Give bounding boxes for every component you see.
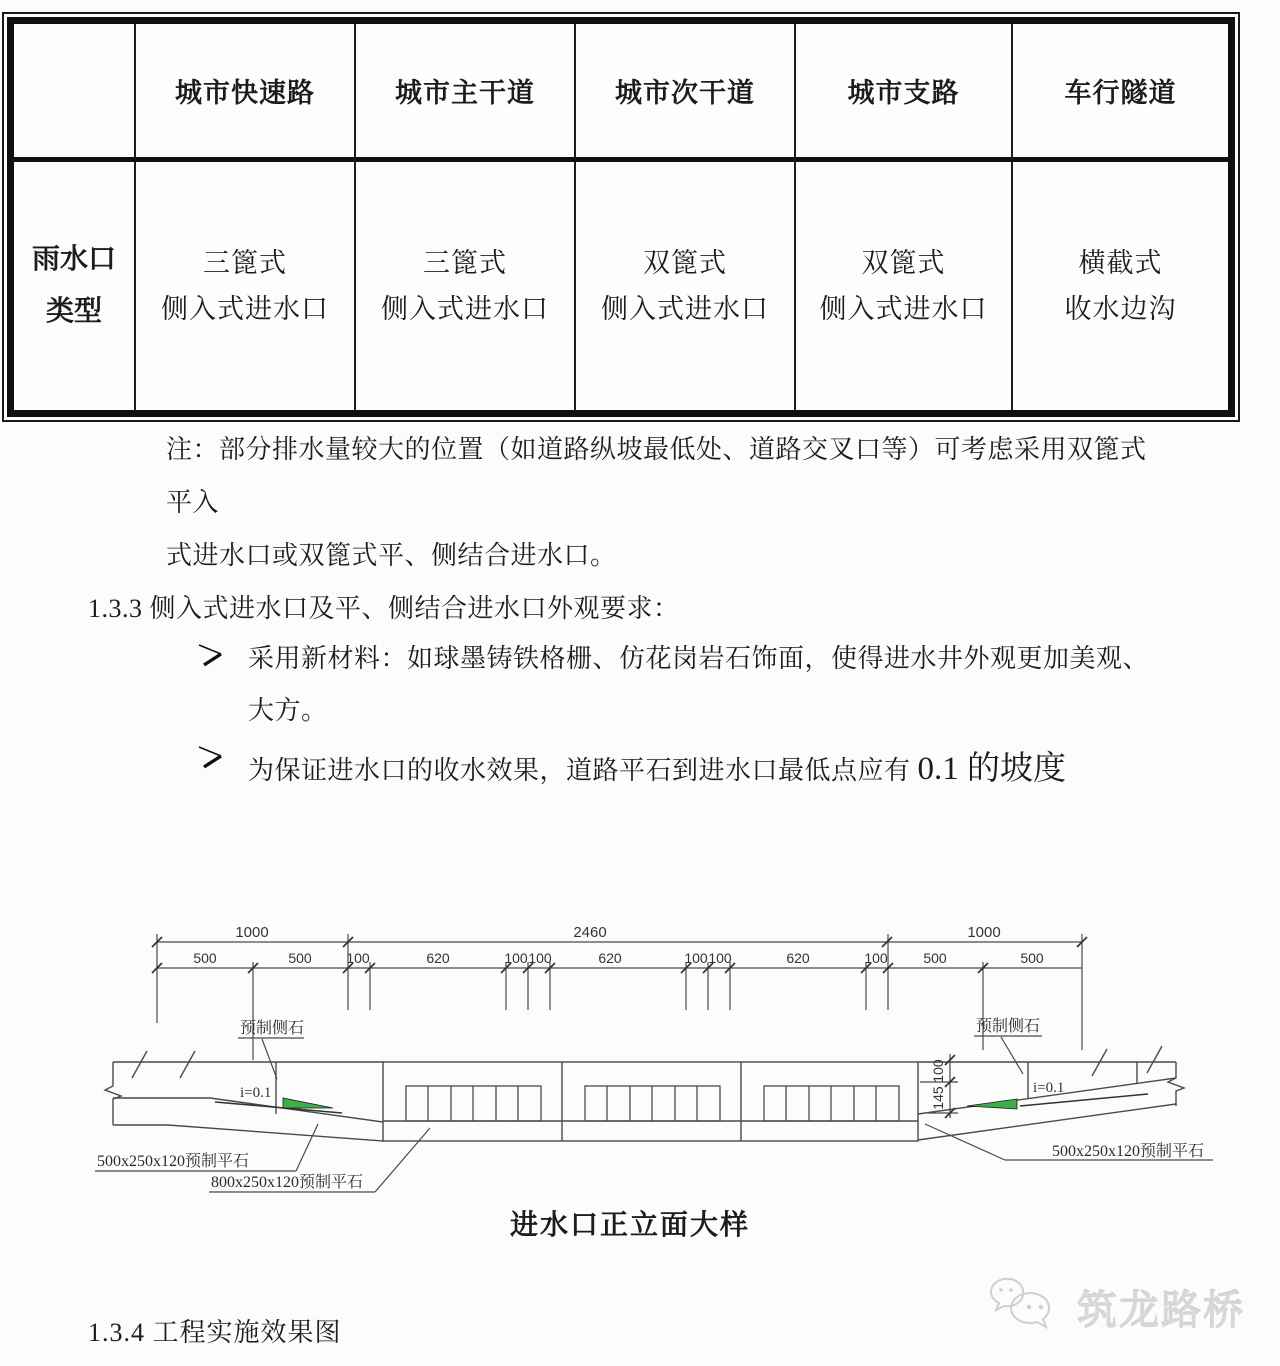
- svg-text:100: 100: [504, 950, 528, 966]
- watermark: [985, 1278, 1245, 1336]
- svg-text:100: 100: [930, 1059, 946, 1083]
- svg-text:100: 100: [708, 950, 732, 966]
- cell-line: 三篦式: [203, 248, 287, 278]
- inlet-block: [383, 1062, 918, 1141]
- col-header-main-road: [354, 24, 574, 162]
- svg-text:100: 100: [864, 950, 888, 966]
- slope-arrow-icon: [283, 1098, 333, 1108]
- svg-text:1000: 1000: [967, 924, 1001, 941]
- svg-text:500x250x120预制平石: 500x250x120预制平石: [1052, 1143, 1205, 1160]
- section-1-3-4-heading: 1.3.4 工程实施效果图: [88, 1318, 342, 1347]
- table-corner-cell: [14, 24, 134, 162]
- col-header-label: 城市主干道: [395, 78, 535, 108]
- watermark-text: 筑龙路桥: [1077, 1287, 1245, 1333]
- col-header-label: 城市次干道: [615, 78, 755, 108]
- vertical-dimension-labels: [930, 1059, 946, 1110]
- svg-text:500: 500: [193, 950, 217, 966]
- slope-label: i=0.1: [1033, 1080, 1065, 1096]
- dimension-labels-row2: [193, 950, 1044, 966]
- col-header-expressway: [134, 24, 354, 162]
- cell-line: 侧入式进水口: [601, 294, 769, 324]
- right-slope-indicator: [967, 1080, 1148, 1109]
- bullet-1-line-2: 大方。: [248, 696, 328, 725]
- table-inner-frame: [7, 17, 1235, 417]
- arrow-bullet-icon: [196, 742, 224, 770]
- svg-text:预制侧石: 预制侧石: [976, 1018, 1041, 1035]
- cell-line: 三篦式: [423, 248, 507, 278]
- col-header-tunnel: [1011, 24, 1228, 162]
- curb-stone-label-left: [238, 1019, 304, 1079]
- arrow-bullet-icon: [196, 640, 224, 668]
- curb-stone-label-right: [974, 1017, 1042, 1074]
- svg-text:145: 145: [930, 1086, 946, 1110]
- bullet-2-text: [248, 742, 1066, 789]
- bullet-2-normal: 为保证进水口的收水效果，道路平石到进水口最低点应有: [248, 756, 918, 785]
- flat-stone-label-left: [95, 1124, 318, 1171]
- bullet-2-emphasis: 0.1 的坡度: [917, 751, 1067, 787]
- note-line-1: 注：部分排水量较大的位置（如道路纵坡最低处、道路交叉口等）可考虑采用双篦式: [166, 435, 1147, 464]
- slope-label: i=0.1: [240, 1085, 272, 1101]
- col-header-secondary-road: [574, 24, 794, 162]
- svg-text:1000: 1000: [235, 924, 269, 941]
- dimension-labels-row1: [235, 924, 1000, 941]
- cell-line: 收水边沟: [1064, 294, 1177, 324]
- svg-text:500x250x120预制平石: 500x250x120预制平石: [97, 1153, 250, 1170]
- table-cell: [354, 162, 574, 410]
- svg-text:预制侧石: 预制侧石: [240, 1020, 305, 1037]
- cell-line: 双篦式: [861, 248, 946, 278]
- bullet-1-line-1: 采用新材料：如球墨铸铁格栅、仿花岗岩石饰面，使得进水井外观更加美观、: [248, 644, 1150, 673]
- wechat-bubbles-icon: [985, 1278, 1077, 1336]
- row-header-inlet-type: [14, 162, 134, 410]
- table-cell: [574, 162, 794, 410]
- elevation-drawing: [0, 920, 1280, 1220]
- col-header-label: 车行隧道: [1064, 78, 1177, 108]
- svg-text:620: 620: [786, 950, 810, 966]
- svg-text:100: 100: [684, 950, 708, 966]
- left-slope-indicator: [215, 1085, 342, 1113]
- svg-text:100: 100: [528, 950, 552, 966]
- col-header-branch-road: [794, 24, 1011, 162]
- drawing-caption: 进水口正立面大样: [509, 1210, 750, 1241]
- svg-text:800x250x120预制平石: 800x250x120预制平石: [211, 1174, 364, 1191]
- svg-text:620: 620: [426, 950, 450, 966]
- cell-line: 双篦式: [643, 248, 727, 278]
- flat-stone-label-right: [925, 1124, 1213, 1160]
- table-cell: [794, 162, 1011, 410]
- table-cell: [1011, 162, 1228, 410]
- grate-panels: [406, 1086, 899, 1121]
- inlet-type-table: [2, 12, 1240, 422]
- svg-text:500: 500: [288, 950, 312, 966]
- svg-text:2460: 2460: [573, 924, 607, 941]
- section-1-3-3-heading: 1.3.3 侧入式进水口及平、侧结合进水口外观要求：: [88, 594, 680, 623]
- svg-text:500: 500: [1020, 950, 1044, 966]
- note-line-3: 式进水口或双篦式平、侧结合进水口。: [166, 541, 617, 570]
- col-header-label: 城市快速路: [175, 78, 315, 108]
- row-header-line: 雨水口: [31, 244, 116, 275]
- slope-arrow-icon: [967, 1099, 1017, 1109]
- cell-line: 横截式: [1078, 248, 1163, 278]
- cell-line: 侧入式进水口: [381, 294, 549, 324]
- svg-text:620: 620: [598, 950, 622, 966]
- table-cell: [134, 162, 354, 410]
- svg-text:500: 500: [923, 950, 947, 966]
- cell-line: 侧入式进水口: [161, 294, 329, 324]
- col-header-label: 城市支路: [847, 78, 960, 108]
- cell-line: 侧入式进水口: [819, 294, 988, 324]
- svg-text:100: 100: [346, 950, 370, 966]
- row-header-line: 类型: [45, 296, 102, 327]
- note-line-2: 平入: [166, 488, 220, 517]
